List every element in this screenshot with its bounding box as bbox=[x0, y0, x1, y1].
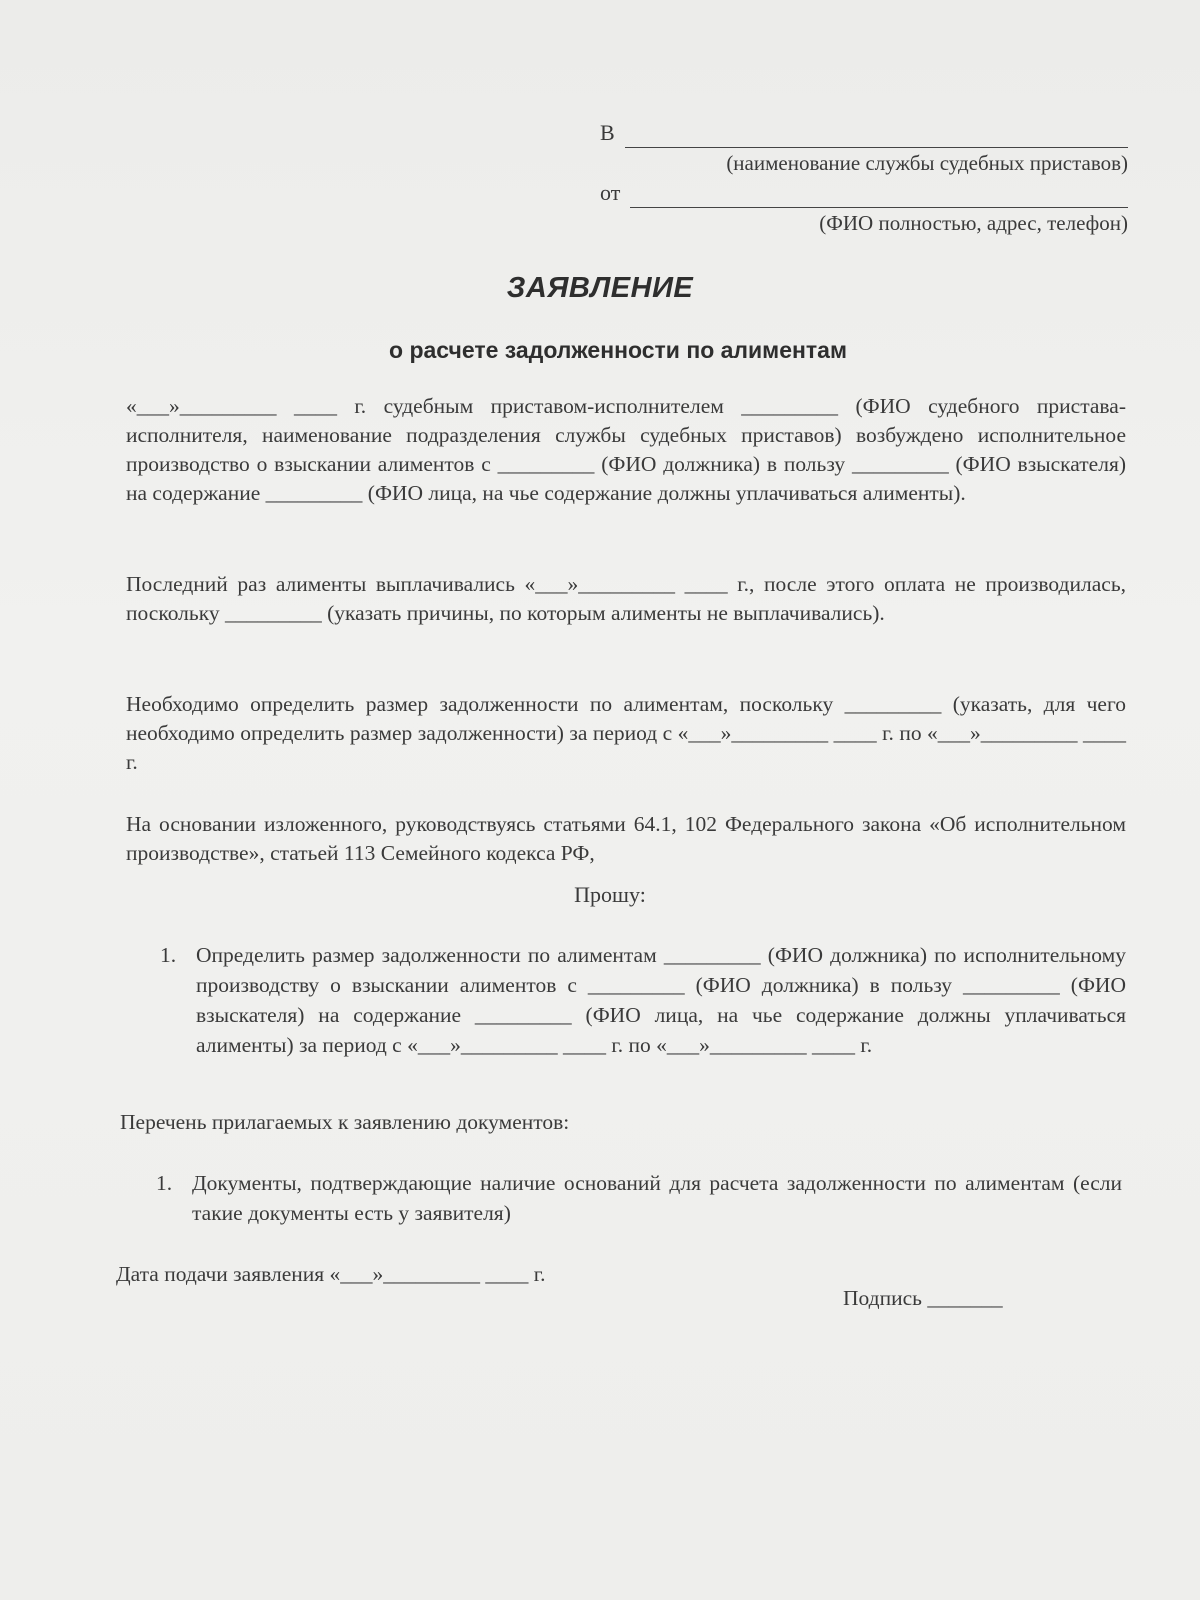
attachment-item-text: Документы, подтверждающие наличие оснований для расчета задолженности по алиментам (если такие документы есть у заявителя) bbox=[192, 1171, 1122, 1225]
signature-field: Подпись _______ bbox=[843, 1286, 1003, 1310]
request-item bbox=[160, 940, 1126, 1060]
from-blank bbox=[630, 185, 1128, 208]
from-line bbox=[600, 178, 1128, 208]
to-blank bbox=[625, 125, 1128, 148]
request-item-text: Определить размер задолженности по алиментам _________ (ФИО должника) по исполнительному производству о взыскании алиментов с _________ (ФИО должника) в пользу _________ (ФИО взыскателя) на содержание _________ (ФИО лица, на чье содержание должны уплачиваться алименты) за период с «___»_________ ____ г. по «___»_________ ____ г. bbox=[196, 943, 1126, 1057]
request-heading: Прошу: bbox=[574, 882, 646, 907]
document-title: ЗАЯВЛЕНИЕ bbox=[506, 272, 694, 304]
from-caption: (ФИО полностью, адрес, телефон) bbox=[819, 211, 1128, 235]
paragraph-proceedings: «___»_________ ____ г. судебным приставом-исполнителем _________ (ФИО судебного пристава-исполнителя, наименование подразделения службы судебных приставов) возбуждено исполнительное производство о взыскании алиментов с _________ (ФИО должника) в пользу _________ (ФИО взыскателя) на содержание _________ (ФИО лица, на чье содержание должны уплачиваться алименты). bbox=[126, 394, 1126, 505]
attachments-heading: Перечень прилагаемых к заявлению документов: bbox=[120, 1110, 570, 1134]
submission-date: Дата подачи заявления «___»_________ ____ г. bbox=[116, 1262, 546, 1286]
addressee-block bbox=[600, 118, 1128, 238]
paragraph-legal-basis: На основании изложенного, руководствуясь статьями 64.1, 102 Федерального закона «Об исполнительном производстве», статьей 113 Семейного кодекса РФ, bbox=[126, 812, 1126, 865]
to-caption: (наименование службы судебных приставов) bbox=[726, 151, 1128, 175]
attachment-item-number: 1. bbox=[156, 1171, 173, 1195]
to-prefix: В bbox=[600, 120, 615, 145]
from-prefix: от bbox=[600, 180, 621, 205]
paragraph-reason: Необходимо определить размер задолженности по алиментам, поскольку _________ (указать, для чего необходимо определить размер задолженности) за период с «___»_________ ____ г. по «___»_________ ____ г. bbox=[126, 692, 1126, 774]
request-item-number: 1. bbox=[160, 943, 177, 967]
to-line bbox=[600, 118, 1128, 148]
attachment-item bbox=[156, 1168, 1122, 1228]
paragraph-last-payment: Последний раз алименты выплачивались «___»_________ ____ г., после этого оплата не производилась, поскольку _________ (указать причины, по которым алименты не выплачивались). bbox=[126, 572, 1126, 625]
document-subtitle: о расчете задолженности по алиментам bbox=[389, 337, 847, 363]
